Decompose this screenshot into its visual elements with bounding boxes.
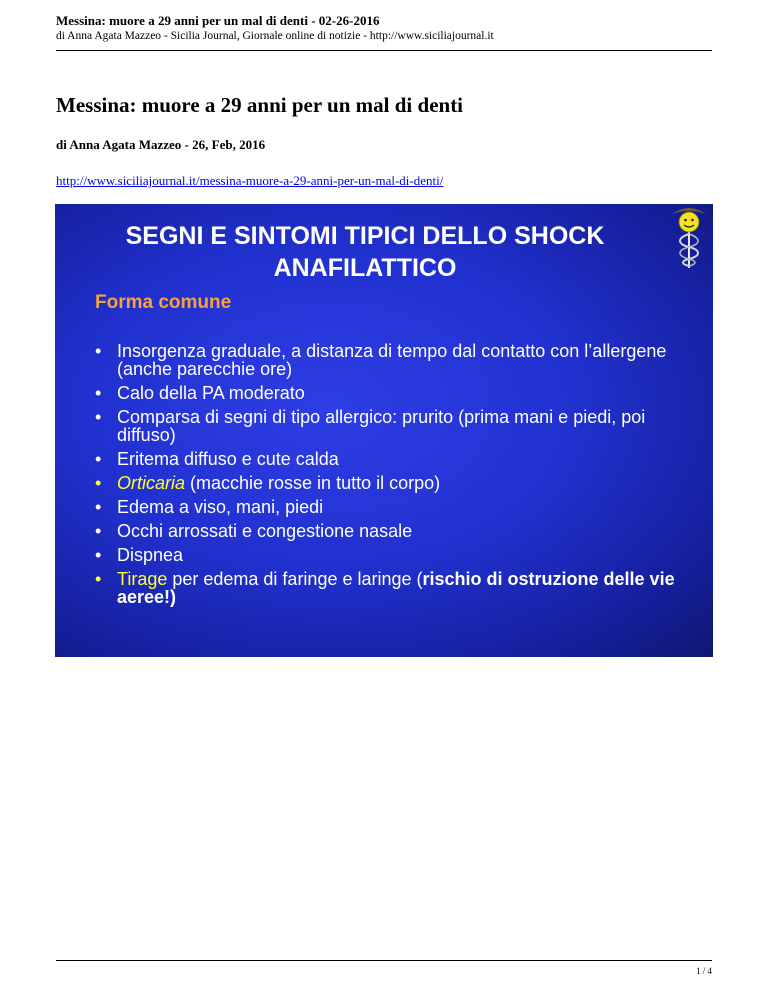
slide-image (55, 204, 713, 657)
article-link[interactable]: http://www.siciliajournal.it/messina-muore-a-29-anni-per-un-mal-di-denti/ (56, 173, 444, 188)
bullet-text: (macchie rosse in tutto il corpo) (185, 473, 441, 493)
bullet-marker: • (95, 341, 102, 361)
bullet-emphasis: rischio di ostruzione delle vie aeree!) (117, 569, 675, 607)
bullet-marker: • (95, 473, 102, 493)
footer-divider (56, 960, 712, 961)
bullet-text: Edema a viso, mani, piedi (117, 497, 324, 517)
list-item (95, 498, 695, 516)
bullet-marker: • (95, 569, 102, 589)
slide-title-line2: ANAFILATTICO (273, 254, 457, 282)
article-title: Messina: muore a 29 anni per un mal di denti (56, 93, 464, 117)
bullet-marker: • (95, 407, 102, 427)
slide-title (75, 220, 655, 284)
list-item (95, 342, 695, 378)
list-item (95, 522, 695, 540)
slide-title-line1: SEGNI E SINTOMI TIPICI DELLO SHOCK (125, 222, 605, 250)
bullet-marker: • (95, 383, 102, 403)
bullet-highlight: Orticaria (117, 473, 186, 493)
bullet-marker: • (95, 545, 102, 565)
bullet-text: Calo della PA moderato (117, 383, 305, 403)
page-header (56, 13, 712, 44)
symptom-list (95, 342, 695, 612)
list-item (95, 474, 695, 492)
slide-subtitle: Forma comune (95, 292, 232, 313)
page-number: 1 / 4 (695, 966, 712, 976)
list-item (95, 384, 695, 402)
bullet-text: Occhi arrossati e congestione nasale (117, 521, 413, 541)
bullet-marker: • (95, 497, 102, 517)
list-item (95, 546, 695, 564)
header-title: Messina: muore a 29 anni per un mal di denti - 02-26-2016 (56, 13, 380, 28)
caduceus-smiley-icon (669, 204, 709, 270)
bullet-text: Dispnea (117, 545, 184, 565)
bullet-text: per edema di faringe e laringe ( (167, 569, 423, 589)
bullet-marker: • (95, 449, 102, 469)
list-item (95, 450, 695, 468)
list-item (95, 408, 695, 444)
header-subtitle: di Anna Agata Mazzeo - Sicilia Journal, Giornale online di notizie - http://www.siciliajournal.it (56, 30, 494, 42)
bullet-text: Insorgenza graduale, a distanza di tempo dal contatto con l’allergene (anche parecchie ore) (117, 341, 667, 379)
bullet-highlight: Tirage (117, 569, 168, 589)
list-item (95, 570, 695, 606)
article-byline: di Anna Agata Mazzeo - 26, Feb, 2016 (56, 137, 266, 152)
bullet-text: Comparsa di segni di tipo allergico: prurito (prima mani e piedi, poi diffuso) (117, 407, 646, 445)
bullet-text: Eritema diffuso e cute calda (117, 449, 339, 469)
bullet-marker: • (95, 521, 102, 541)
header-divider (56, 50, 712, 51)
